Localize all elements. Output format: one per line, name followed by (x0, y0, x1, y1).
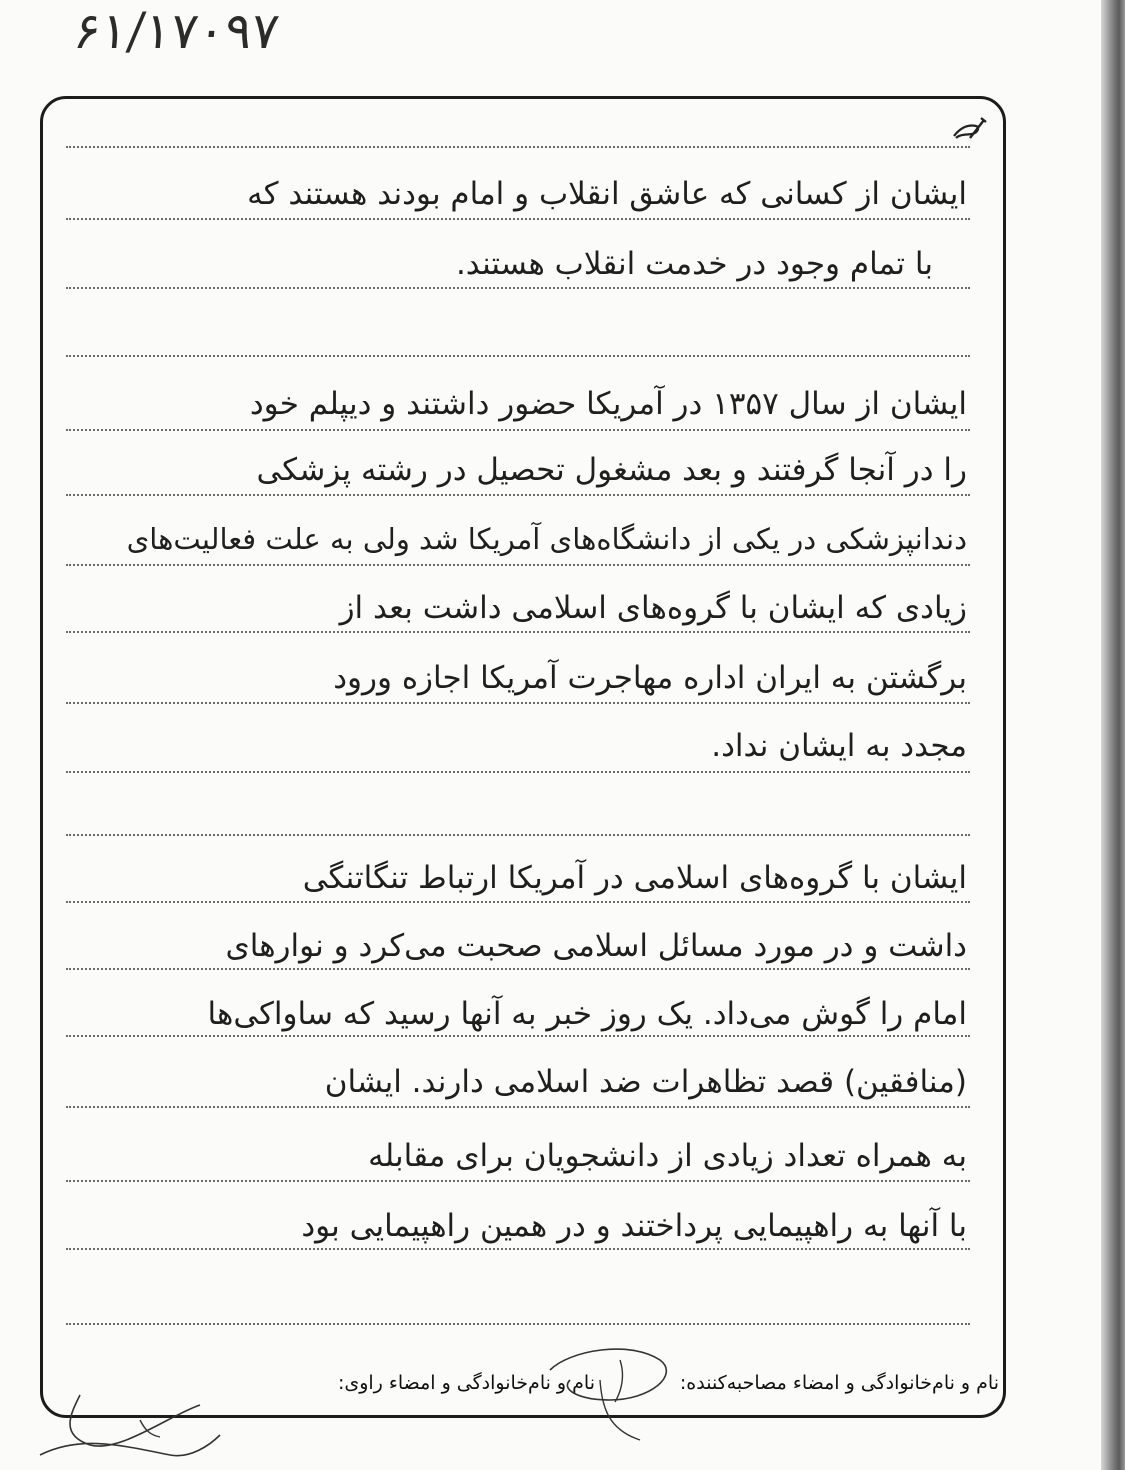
handwritten-line: ایشان با گروه‌های اسلامی در آمریکا ارتباط تنگاتنگی (302, 860, 967, 896)
handwritten-line: با تمام وجود در خدمت انقلاب هستند. (455, 246, 933, 282)
ruled-line (66, 429, 970, 431)
ruled-line (66, 834, 970, 836)
handwritten-line: امام را گوش می‌داد. یک روز خبر به آنها رسید که ساواکی‌ها (207, 996, 967, 1032)
narrator-signature (20, 1375, 240, 1470)
narrator-signature-label: نام و نام‌خانوادگی و امضاء راوی: (337, 1372, 595, 1394)
handwritten-line: را در آنجا گرفتند و بعد مشغول تحصیل در رشته پزشکی (256, 452, 967, 488)
handwritten-line: مجدد به ایشان نداد. (711, 728, 967, 764)
interviewer-signature (530, 1330, 690, 1450)
archive-number: ۶۱/۱۷۰۹۷ (70, 2, 282, 60)
ruled-line (66, 1035, 970, 1037)
handwritten-line: ایشان از کسانی که عاشق انقلاب و امام بودند هستند که (247, 176, 967, 212)
handwritten-line: به همراه تعداد زیادی از دانشجویان برای مقابله (368, 1138, 967, 1174)
handwritten-line: (منافقین) قصد تظاهرات ضد اسلامی دارند. ایشان (324, 1064, 967, 1100)
ruled-line (66, 968, 970, 970)
ruled-line (66, 218, 970, 220)
handwritten-line: زیادی که ایشان با گروه‌های اسلامی داشت بعد از (339, 590, 967, 626)
ruled-line (66, 1106, 970, 1108)
ruled-line (66, 901, 970, 903)
ruled-line (66, 1180, 970, 1182)
scan-edge-shadow (1101, 0, 1125, 1470)
ruled-line (66, 146, 970, 148)
ruled-line (66, 287, 970, 289)
ruled-line (66, 564, 970, 566)
interviewer-signature-label: نام و نام‌خانوادگی و امضاء مصاحبه‌کننده: (679, 1372, 999, 1394)
ruled-line (66, 702, 970, 704)
pen-writing-icon (950, 114, 988, 144)
handwritten-line: برگشتن به ایران اداره مهاجرت آمریکا اجازه ورود (333, 660, 967, 696)
handwritten-line: دندانپزشکی در یکی از دانشگاه‌های آمریکا شد ولی به علت فعالیت‌های (126, 522, 967, 556)
handwritten-line: با آنها به راهپیمایی پرداختند و در همین راهپیمایی بود (301, 1208, 967, 1244)
ruled-line (66, 631, 970, 633)
handwritten-line: ایشان از سال ۱۳۵۷ در آمریکا حضور داشتند و دیپلم خود (249, 386, 967, 422)
ruled-line (66, 1323, 970, 1325)
handwritten-line: داشت و در مورد مسائل اسلامی صحبت می‌کرد و نوارهای (225, 928, 967, 964)
ruled-line (66, 1248, 970, 1250)
ruled-line (66, 771, 970, 773)
ruled-line (66, 494, 970, 496)
ruled-line (66, 355, 970, 357)
